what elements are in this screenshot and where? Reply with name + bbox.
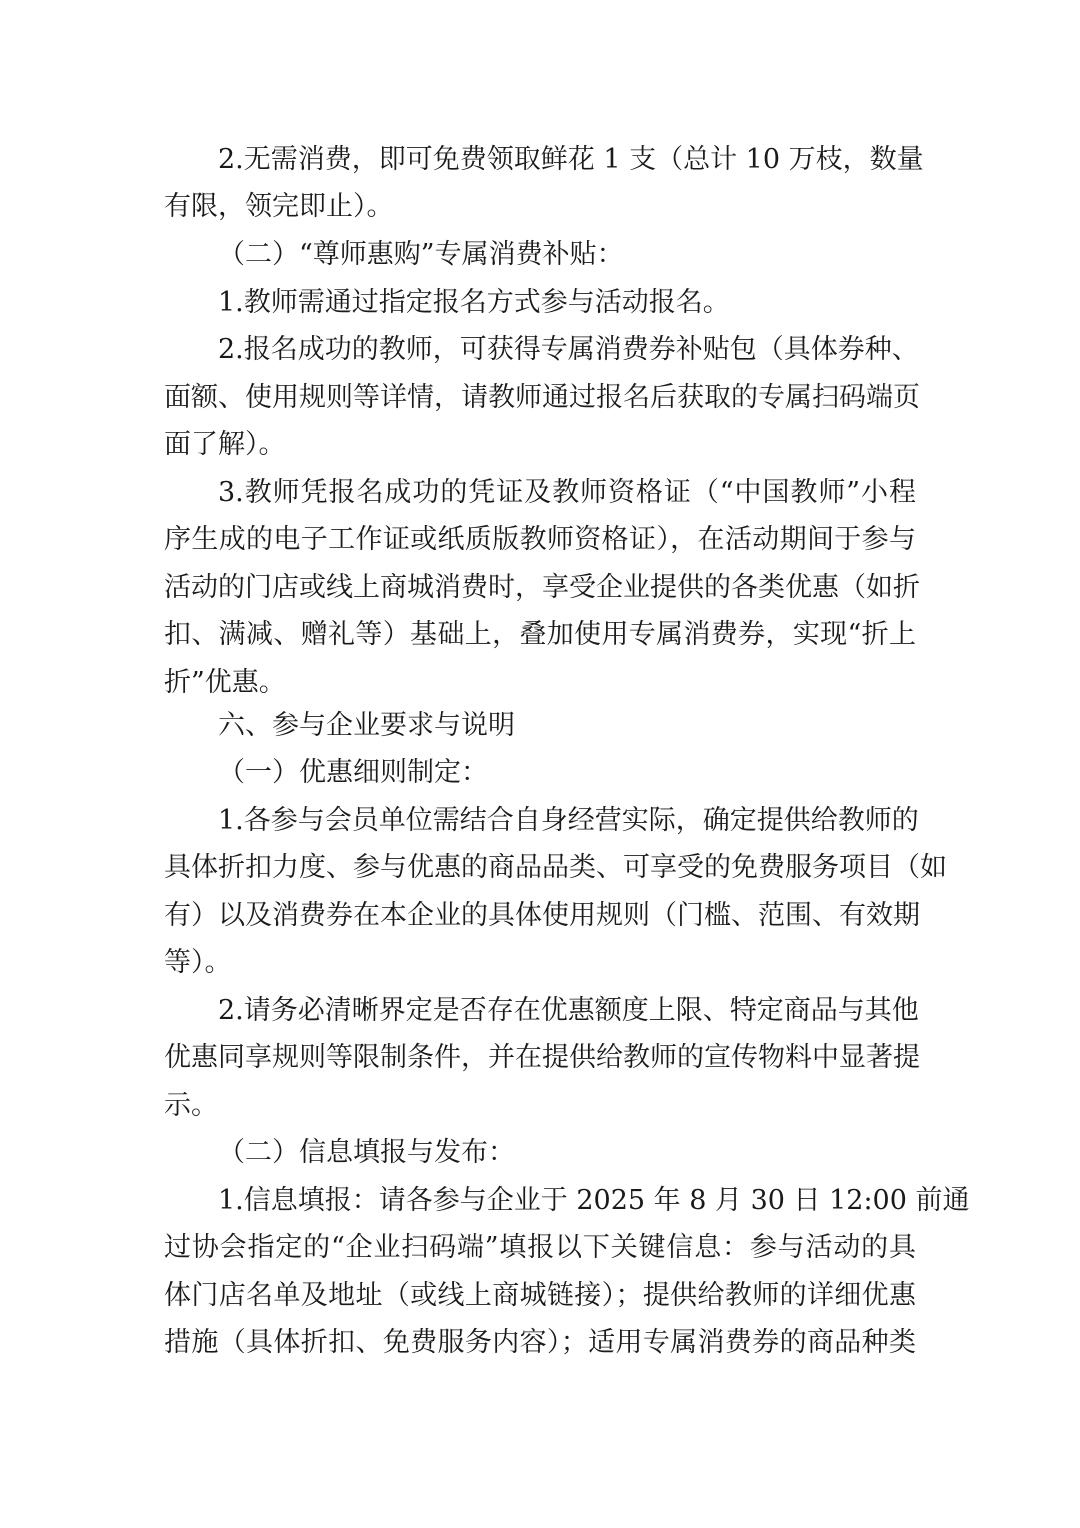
section-heading: 六、参与企业要求与说明 (218, 710, 515, 741)
section-subheading: （二）“尊师惠购”专属消费补贴： (218, 239, 624, 270)
paragraph-line: 扣、满减、赠礼等）基础上，叠加使用专属消费券，实现“折上 (164, 619, 916, 650)
paragraph-line: 措施（具体折扣、免费服务内容）；适用专属消费券的商品种类 (164, 1327, 916, 1358)
paragraph-line: 1.教师需通过指定报名方式参与活动报名。 (218, 287, 730, 318)
paragraph-line: 3.教师凭报名成功的凭证及教师资格证（“中国教师”小程 (218, 477, 916, 508)
paragraph-line: 1.信息填报：请各参与企业于 2025 年 8 月 30 日 12:00 前通 (218, 1185, 970, 1216)
paragraph-line: 面了解）。 (164, 429, 286, 460)
paragraph-line: 2.无需消费，即可免费领取鲜花 1 支（总计 10 万枝，数量 (218, 144, 924, 175)
paragraph-line: 折”优惠。 (164, 667, 286, 698)
paragraph-line: 有限，领完即止）。 (164, 191, 394, 222)
paragraph-line: 面额、使用规则等详情，请教师通过报名后获取的专属扫码端页 (164, 382, 920, 413)
paragraph-line: 活动的门店或线上商城消费时，享受企业提供的各类优惠（如折 (164, 572, 920, 603)
section-subheading: （二）信息填报与发布： (218, 1137, 515, 1168)
paragraph-line: 2.报名成功的教师，可获得专属消费券补贴包（具体券种、 (218, 334, 919, 365)
paragraph-line: 体门店名单及地址（或线上商城链接）；提供给教师的详细优惠 (164, 1280, 916, 1311)
paragraph-line: 过协会指定的“企业扫码端”填报以下关键信息：参与活动的具 (164, 1232, 916, 1263)
section-subheading: （一）优惠细则制定： (218, 757, 488, 788)
paragraph-line: 有）以及消费券在本企业的具体使用规则（门槛、范围、有效期 (164, 900, 920, 931)
paragraph-line: 优惠同享规则等限制条件，并在提供给教师的宣传物料中显著提 (164, 1042, 920, 1073)
paragraph-line: 示。 (164, 1090, 218, 1121)
paragraph-line: 等）。 (164, 947, 232, 978)
paragraph-line: 1.各参与会员单位需结合自身经营实际，确定提供给教师的 (218, 805, 919, 836)
paragraph-line: 2.请务必清晰界定是否存在优惠额度上限、特定商品与其他 (218, 995, 919, 1026)
paragraph-line: 具体折扣力度、参与优惠的商品品类、可享受的免费服务项目（如 (164, 852, 947, 883)
paragraph-line: 序生成的电子工作证或纸质版教师资格证），在活动期间于参与 (164, 524, 916, 555)
